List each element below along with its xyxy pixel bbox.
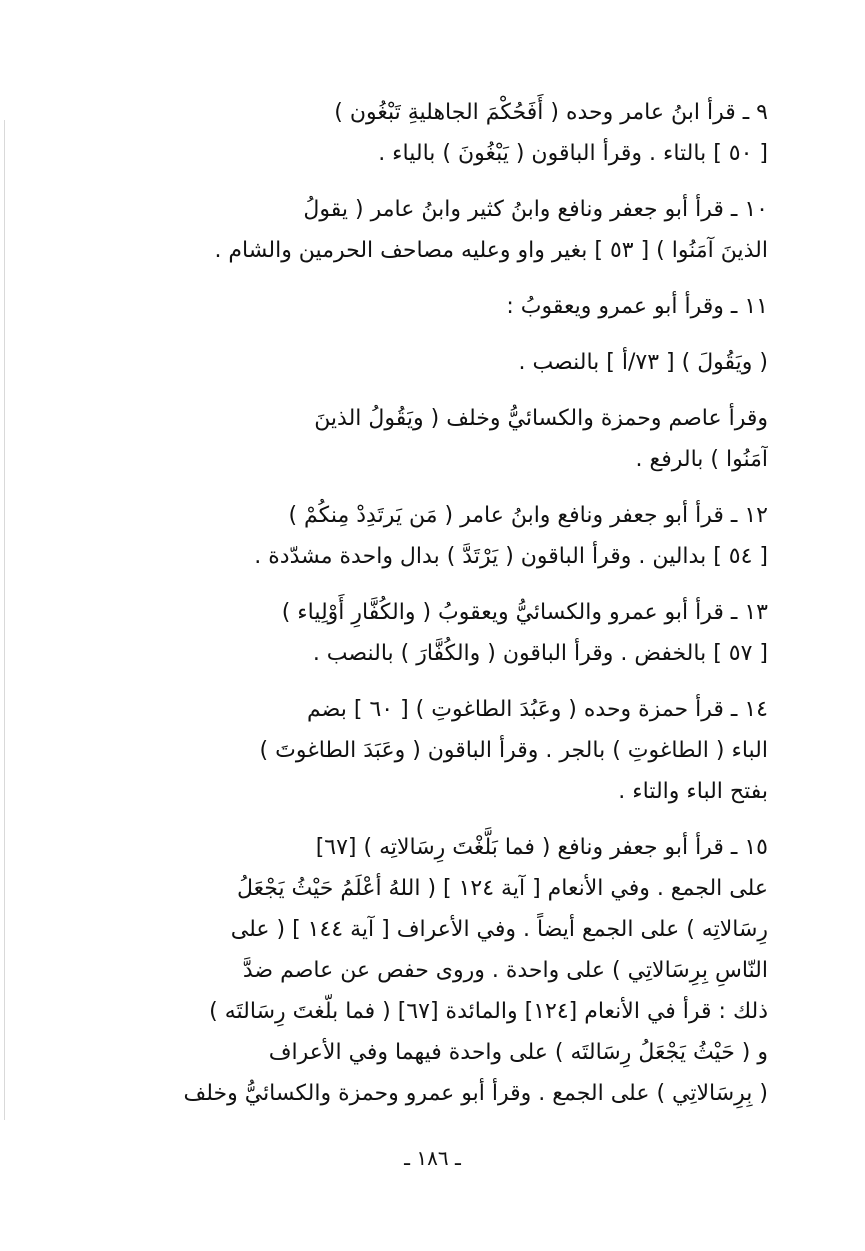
text-line: ١٠ ـ قرأ أبو جعفر ونافع وابنُ كثير وابنُ عامر ( يقولُ xyxy=(303,197,768,222)
text-line: ( ويَقُولَ ) [ ٧٣/أ ] بالنصب . xyxy=(518,350,768,375)
paragraph xyxy=(100,495,768,577)
paragraph xyxy=(100,827,768,1114)
paragraph xyxy=(100,592,768,674)
text-line: ١٢ ـ قرأ أبو جعفر ونافع وابنُ عامر ( مَن يَرتَدِدْ مِنكُمْ ) xyxy=(288,503,768,528)
text-line: ١١ ـ وقرأ أبو عمرو ويعقوبُ : xyxy=(506,294,768,319)
text-line: رِسَالاتِه ) على الجمع أيضاً . وفي الأعراف [ آية ١٤٤ ] ( على xyxy=(230,917,768,942)
text-line: آمَنُوا ) بالرفع . xyxy=(635,447,768,472)
text-line: بفتح الباء والتاء . xyxy=(618,779,768,804)
paragraph xyxy=(100,689,768,812)
text-line: و ( حَيْثُ يَجْعَلُ رِسَالتَه ) على واحدة فيهما وفي الأعراف xyxy=(268,1040,768,1065)
text-line: [ ٥٤ ] بدالين . وقرأ الباقون ( يَرْتَدَّ ) بدال واحدة مشدّدة . xyxy=(254,544,768,569)
text-line: ١٥ ـ قرأ أبو جعفر ونافع ( فما بَلَّغْتَ رِسَالاتِه ) [٦٧] xyxy=(315,835,768,860)
paragraph xyxy=(100,342,768,383)
text-line: النّاسِ بِرِسَالاتِي ) على واحدة . وروى حفص عن عاصم ضدَّ xyxy=(242,958,768,983)
text-line: ١٤ ـ قرأ حمزة وحده ( وعَبُدَ الطاغوتِ ) [ ٦٠ ] بضم xyxy=(307,697,768,722)
text-line: على الجمع . وفي الأنعام [ آية ١٢٤ ] ( اللهُ أعْلَمُ حَيْثُ يَجْعَلُ xyxy=(236,876,768,901)
text-line: الذينَ آمَنُوا ) [ ٥٣ ] بغير واو وعليه مصاحف الحرمين والشام . xyxy=(214,238,768,263)
text-line: الباء ( الطاغوتِ ) بالجر . وقرأ الباقون ( وعَبَدَ الطاغوتَ ) xyxy=(259,738,768,763)
page-body-text xyxy=(100,92,768,1129)
text-line: [ ٥٧ ] بالخفض . وقرأ الباقون ( والكُفَّارَ ) بالنصب . xyxy=(312,641,768,666)
text-line: وقرأ عاصم وحمزة والكسائيُّ وخلف ( ويَقُولُ الذينَ xyxy=(314,406,768,431)
paragraph xyxy=(100,189,768,271)
text-line: ٩ ـ قرأ ابنُ عامر وحده ( أَفَحُكْمَ الجاهليةِ تَبْغُون ) xyxy=(334,100,768,125)
scan-edge-line xyxy=(4,120,5,1120)
text-line: ( بِرِسَالاتِي ) على الجمع . وقرأ أبو عمرو وحمزة والكسائيُّ وخلف xyxy=(183,1081,768,1106)
page-number: ـ ١٨٦ ـ xyxy=(404,1146,461,1170)
text-line: ١٣ ـ قرأ أبو عمرو والكسائيُّ ويعقوبُ ( والكُفَّارِ أَوْلِياء ) xyxy=(281,600,768,625)
paragraph xyxy=(100,286,768,327)
text-line: ذلك : قرأ في الأنعام [١٢٤] والمائدة [٦٧] ( فما بلّغتَ رِسَالتَه ) xyxy=(209,999,768,1024)
paragraph xyxy=(100,92,768,174)
paragraph xyxy=(100,398,768,480)
text-line: [ ٥٠ ] بالتاء . وقرأ الباقون ( يَبْغُونَ ) بالياء . xyxy=(378,141,768,166)
